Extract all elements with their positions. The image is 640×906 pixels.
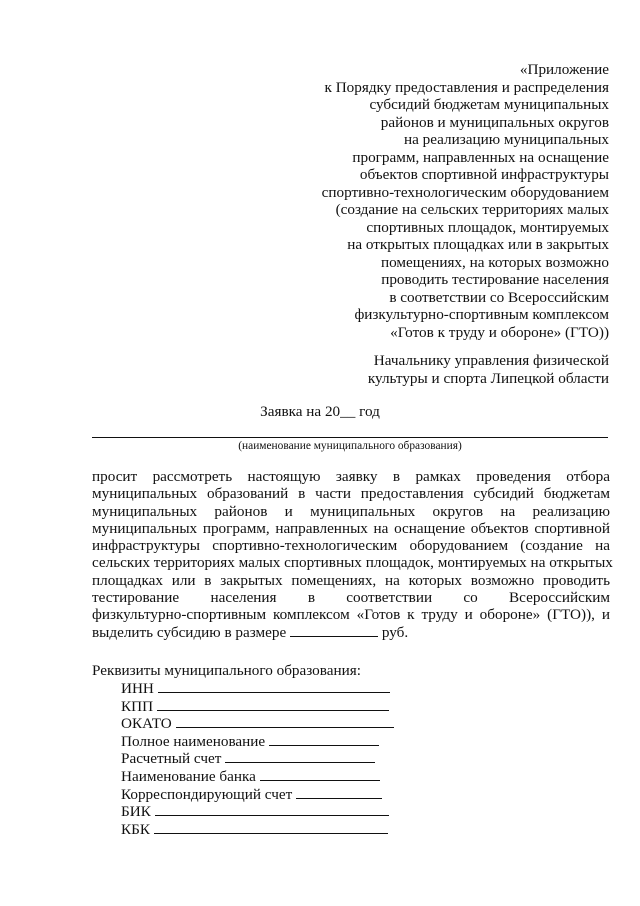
annex-line: «Готов к труду и обороне» (ГТО)) — [390, 323, 609, 341]
paragraph-line: физкультурно-спортивным комплексом «Готов к труду и обороне» (ГТО)), и — [92, 606, 610, 624]
requisite-blank-kbk[interactable] — [154, 821, 388, 834]
addressee-block — [289, 352, 609, 387]
requisite-blank-bank[interactable] — [260, 768, 380, 781]
annex-line: помещениях, на которых возможно — [380, 253, 609, 271]
requisite-blank-inn[interactable] — [158, 680, 390, 693]
annex-line: субсидий бюджетам муниципальных — [369, 96, 609, 113]
subsidy-amount-blank[interactable] — [290, 624, 378, 637]
annex-line: к Порядку предоставления и распределения — [324, 78, 609, 96]
annex-line: на открытых площадках или в закрытых — [347, 236, 609, 253]
requisite-label: КБК — [121, 820, 150, 838]
requisite-label: Расчетный счет — [121, 750, 222, 768]
requisite-row-corr-account — [121, 786, 421, 804]
requisite-label: Полное наименование — [121, 732, 266, 750]
requisite-label: Наименование банка — [121, 767, 256, 785]
requisite-blank-account[interactable] — [225, 750, 375, 763]
requisites-list — [121, 680, 421, 838]
requisite-row-bank — [121, 768, 421, 786]
annex-line: «Приложение — [519, 61, 609, 78]
annex-line: проводить тестирование населения — [381, 271, 609, 288]
subsidy-suffix: руб. — [381, 623, 409, 641]
paragraph-line: площадках или в закрытых помещениях, на которых возможно проводить — [92, 571, 610, 589]
municipality-name-field[interactable] — [92, 437, 608, 438]
annex-line: объектов спортивной инфраструктуры — [359, 166, 609, 183]
addressee-line: культуры и спорта Липецкой области — [367, 369, 609, 387]
requisites-heading: Реквизиты муниципального образования: — [92, 662, 361, 679]
annex-line: на реализацию муниципальных — [403, 131, 609, 148]
requisite-label: Корреспондирующий счет — [121, 785, 293, 803]
document-title: Заявка на 20__ год — [260, 403, 380, 420]
paragraph-line: инфраструктуры спортивно-технологическим оборудованием (создание на — [92, 537, 610, 555]
requisite-label: ОКАТО — [121, 715, 172, 733]
paragraph-line: просит рассмотреть настоящую заявку в рамках проведения отбора — [92, 468, 610, 485]
requisite-row-kbk — [121, 821, 421, 839]
annex-line: районов и муниципальных округов — [380, 113, 609, 131]
annex-line: спортивно-технологическим оборудованием — [321, 183, 609, 201]
annex-line: программ, направленных на оснащение — [352, 148, 609, 166]
requisite-blank-corr-account[interactable] — [296, 786, 382, 799]
requisite-blank-bik[interactable] — [155, 803, 389, 816]
paragraph-line: муниципальных образований в части предоставления субсидий бюджетам — [92, 485, 610, 503]
annex-line: (создание на сельских территориях малых — [335, 201, 609, 218]
subsidy-prefix: выделить субсидию в размере — [92, 623, 287, 641]
annex-line: спортивных площадок, монтируемых — [366, 218, 609, 236]
requisite-row-bik — [121, 803, 421, 821]
requisite-blank-full-name[interactable] — [269, 733, 379, 746]
paragraph-line: тестирование населения в соответствии со Всероссийским — [92, 589, 610, 607]
request-paragraph — [92, 468, 613, 641]
requisite-row-account — [121, 750, 421, 768]
annex-header — [289, 61, 609, 341]
requisite-row-inn — [121, 680, 421, 698]
annex-line: в соответствии со Всероссийским — [389, 288, 609, 306]
requisite-row-okato — [121, 715, 421, 733]
paragraph-line: сельских территориях малых спортивных площадок, монтируемых на открытых — [92, 554, 613, 572]
addressee-line: Начальнику управления физической — [373, 352, 609, 369]
paragraph-line: муниципальных программ, направленных на оснащение объектов спортивной — [92, 519, 610, 537]
annex-line: физкультурно-спортивным комплексом — [354, 306, 609, 323]
requisite-blank-okato[interactable] — [176, 715, 394, 728]
subsidy-amount-line — [92, 624, 610, 641]
requisite-row-full-name — [121, 733, 421, 751]
requisite-label: КПП — [121, 697, 154, 715]
paragraph-line: муниципальных районов и муниципальных округов на реализацию — [92, 502, 610, 520]
requisite-blank-kpp[interactable] — [157, 698, 389, 711]
requisite-row-kpp — [121, 698, 421, 716]
requisite-label: ИНН — [121, 680, 154, 697]
requisite-label: БИК — [121, 803, 151, 821]
municipality-caption: (наименование муниципального образования) — [238, 440, 462, 452]
